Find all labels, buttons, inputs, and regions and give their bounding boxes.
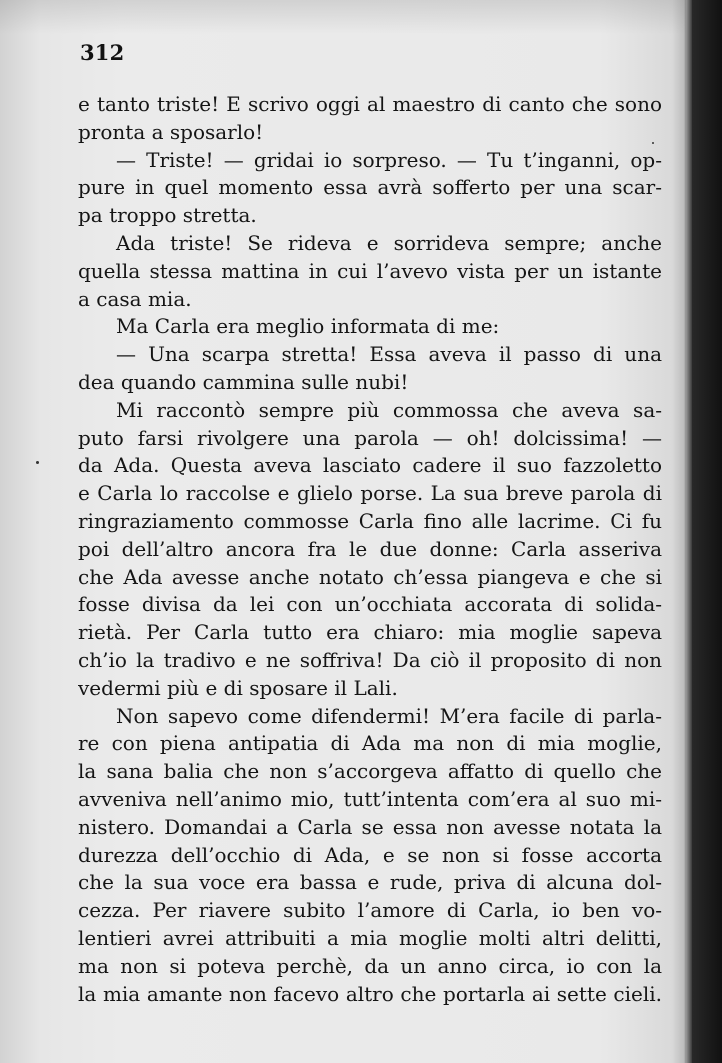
text-line: che la sua voce era bassa e rude, priva di alcuna dol- [78, 870, 662, 895]
text-line: a casa mia. [78, 286, 192, 311]
text-line: rietà. Per Carla tutto era chiaro: mia moglie sapeva [78, 620, 662, 645]
text-line: pa troppo stretta. [78, 203, 257, 228]
text-line: durezza dell’occhio di Ada, e se non si fosse accorta [78, 842, 662, 867]
text-line: vedermi più e di sposare il Lali. [78, 675, 398, 700]
text-line: la sana balia che non s’accorgeva affatto di quello che [78, 759, 662, 784]
text-line: quella stessa mattina in cui l’avevo vista per un istante [78, 258, 662, 283]
text-line: poi dell’altro ancora fra le due donne: Carla asseriva [78, 536, 662, 561]
text-line: e tanto triste! E scrivo oggi al maestro di canto che sono [78, 92, 662, 116]
body-text [78, 91, 662, 1008]
top-shadow [0, 0, 690, 34]
text-line: dea quando cammina sulle nubi! [78, 369, 409, 394]
text-line: — Triste! — gridai io sorpreso. — Tu t’inganni, op- [116, 147, 662, 172]
text-line: — Una scarpa stretta! Essa aveva il passo di una [116, 342, 662, 367]
text-line: avveniva nell’animo mio, tutt’intenta com’era al suo mi- [78, 786, 662, 811]
text-line: re con piena antipatia di Ada ma non di mia moglie, [78, 731, 662, 756]
print-speck [652, 142, 654, 144]
text-line: cezza. Per riavere subito l’amore di Carla, io ben vo- [78, 898, 662, 923]
text-line: pure in quel momento essa avrà sofferto per una scar- [78, 175, 662, 200]
text-line: pronta a sposarlo! [78, 119, 264, 144]
text-line: nistero. Domandai a Carla se essa non avesse notata la [78, 814, 662, 839]
text-line: la mia amante non facevo altro che portarla ai sette cieli. [78, 981, 662, 1006]
text-line: ch’io la tradivo e ne soffriva! Da ciò il proposito di non [78, 647, 662, 672]
text-line: lentieri avrei attribuiti a mia moglie molti altri delitti, [78, 925, 662, 950]
text-line: Ada triste! Se rideva e sorrideva sempre; anche [116, 230, 662, 255]
text-line: Mi raccontò sempre più commossa che aveva sa- [116, 397, 662, 422]
text-line: fosse divisa da lei con un’occhiata accorata di solida- [78, 592, 662, 617]
page-number: 312 [80, 40, 125, 65]
text-line: ringraziamento commosse Carla fino alle lacrime. Ci fu [78, 508, 662, 533]
text-line: che Ada avesse anche notato ch’essa piangeva e che si [78, 564, 662, 589]
text-line: Ma Carla era meglio informata di me: [116, 314, 500, 339]
text-line: Non sapevo come difendermi! M’era facile di parla- [116, 703, 662, 728]
text-line: ma non si poteva perchè, da un anno circa, io con la [78, 953, 662, 978]
print-speck [36, 461, 39, 464]
text-line: e Carla lo raccolse e glielo porse. La sua breve parola di [78, 481, 662, 506]
text-line: puto farsi rivolgere una parola — oh! dolcissima! — [78, 425, 662, 450]
text-line: da Ada. Questa aveva lasciato cadere il suo fazzoletto [78, 453, 662, 478]
page-right-edge [686, 0, 692, 1063]
